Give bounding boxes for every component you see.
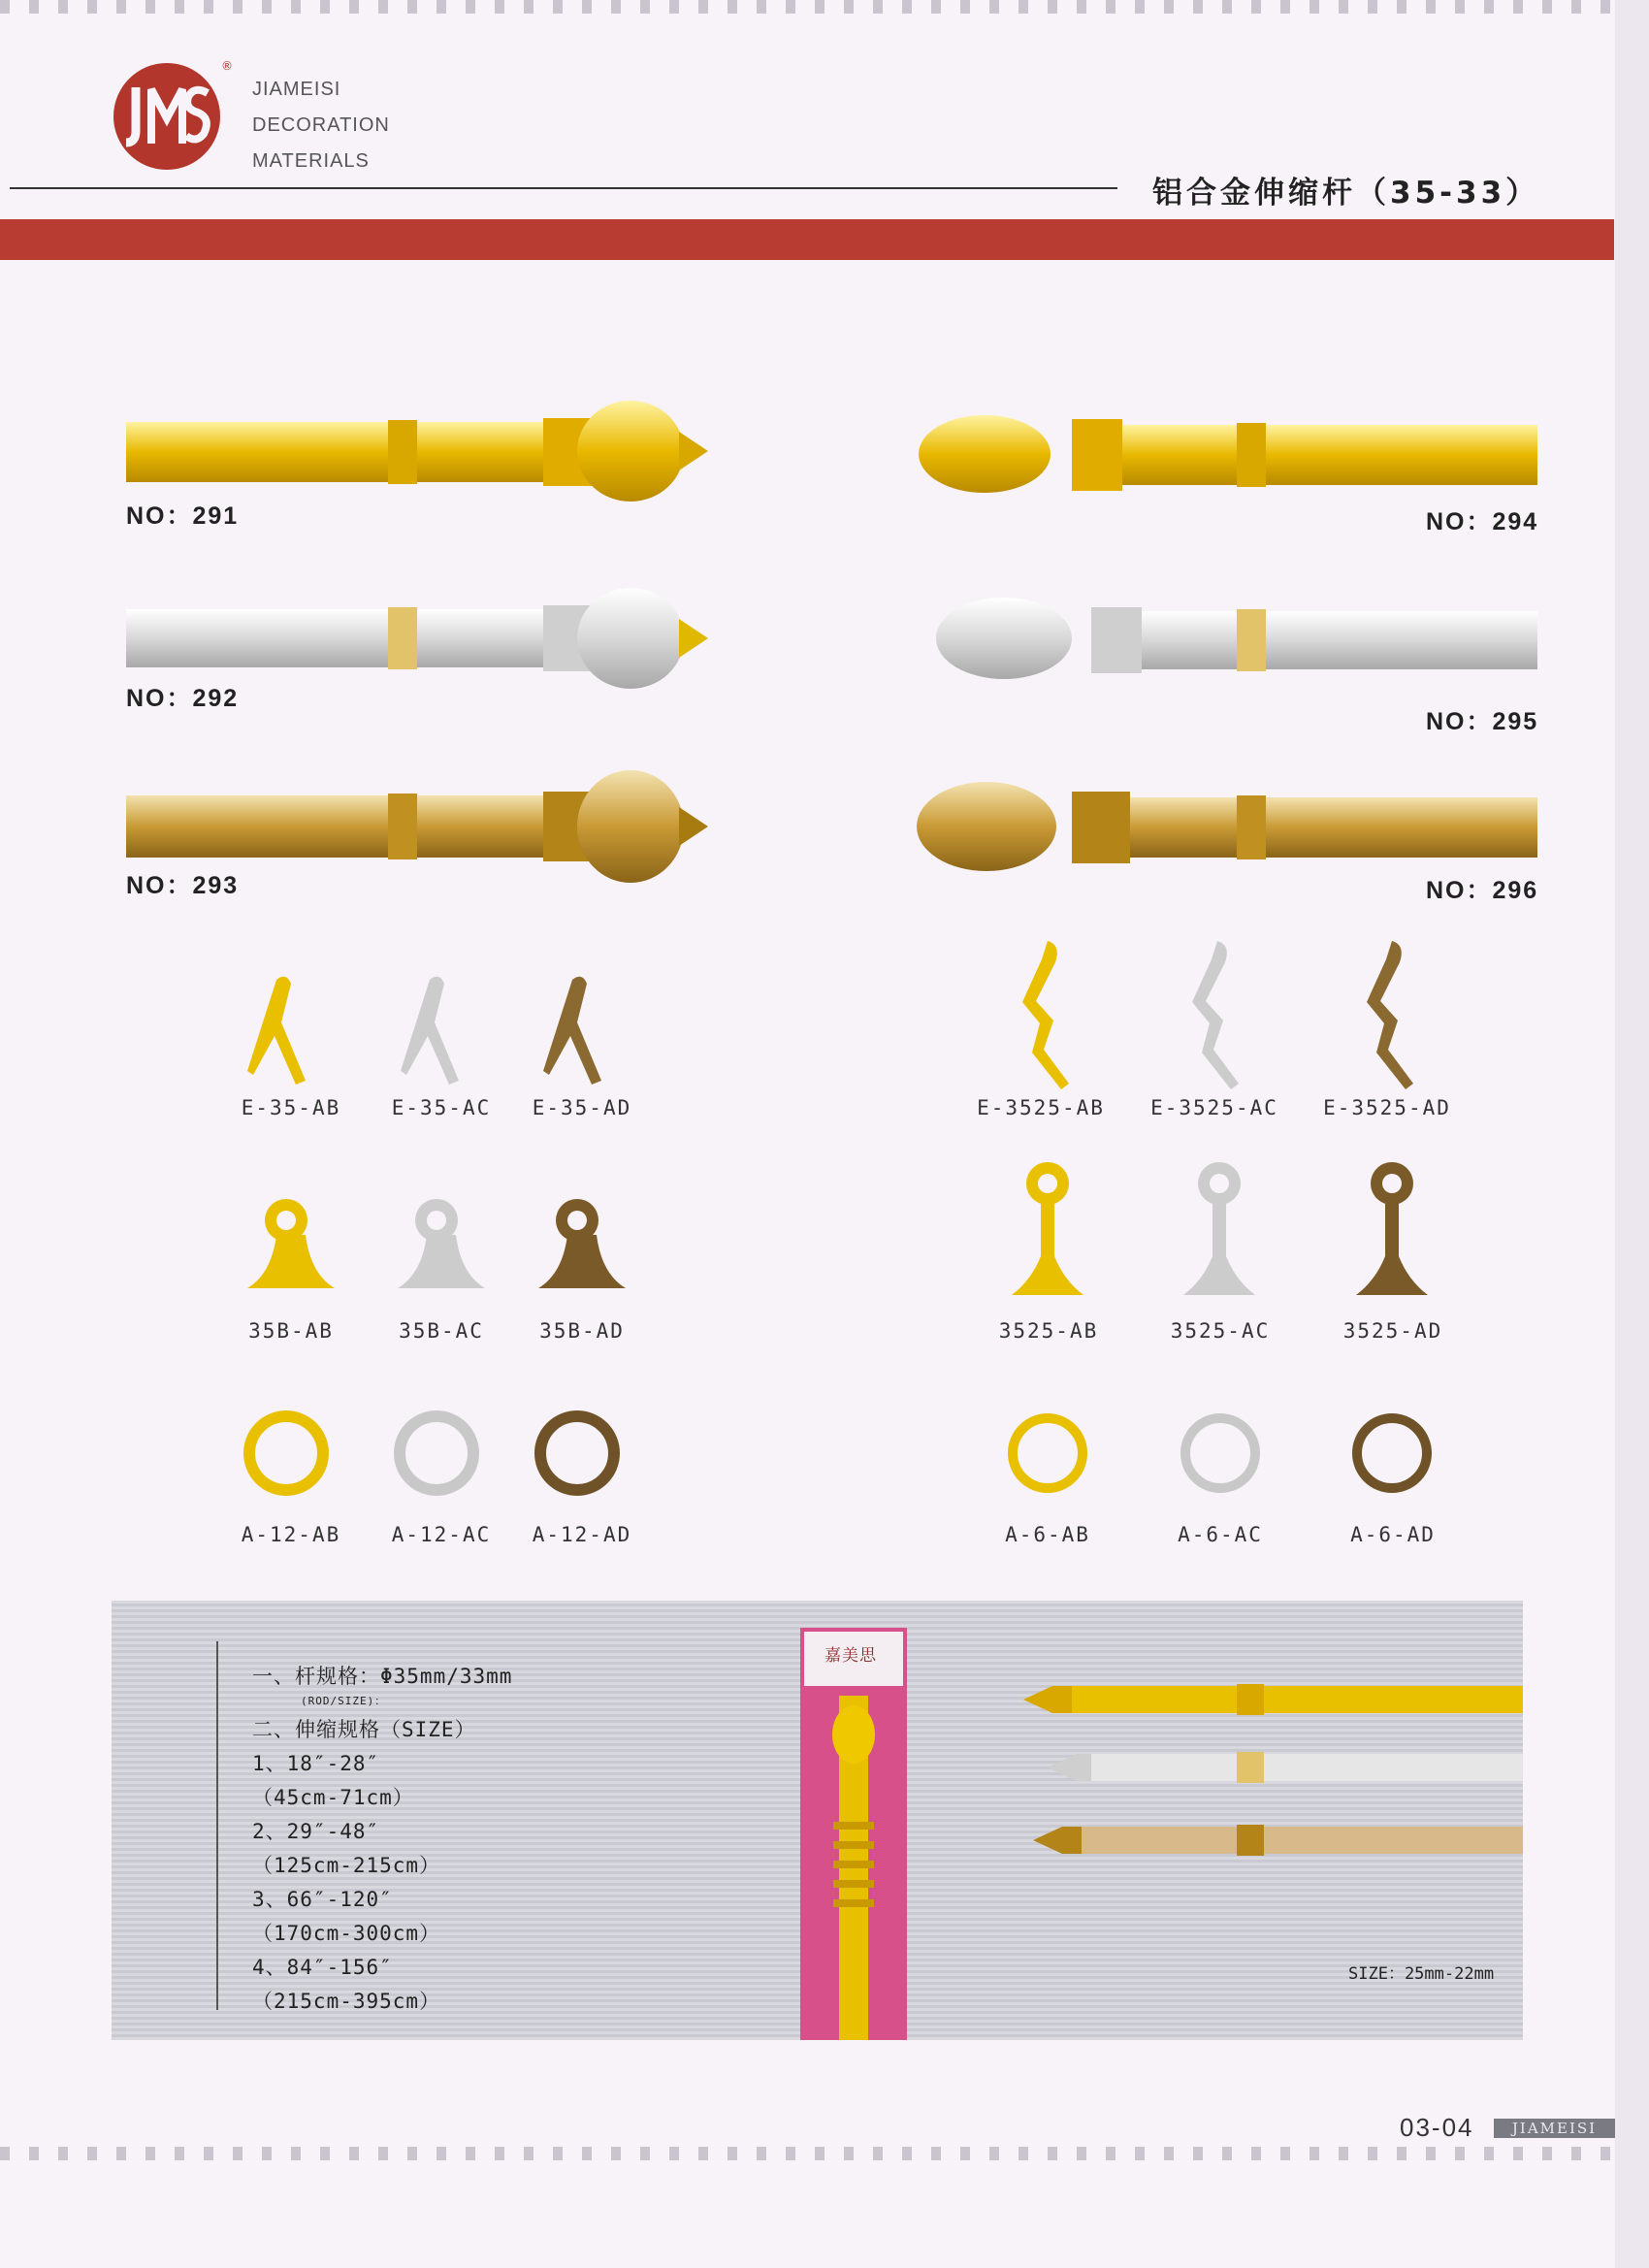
package-brand-label: 嘉美思 <box>824 1646 877 1666</box>
package-image <box>800 1628 907 2040</box>
rod-293-label: NO：293 <box>126 872 240 899</box>
rod-291-image <box>126 383 747 490</box>
top-border-dashes <box>0 0 1615 14</box>
brand-line3: MATERIALS <box>252 150 370 172</box>
ring-a12-ac-image <box>388 1407 495 1504</box>
spec-rod-label: 一、杆规格： <box>252 1665 380 1688</box>
label-a6-ac: A-6-AC <box>1178 1523 1263 1546</box>
spec-item-2-range: 2、29″-48″ <box>252 1820 380 1843</box>
spec-rod-line <box>252 1661 512 1690</box>
rod-291-label: NO：291 <box>126 502 240 530</box>
bracket-e35-ad-image <box>543 970 621 1091</box>
small-rod-gold-image <box>1023 1678 1523 1722</box>
rod-293-image <box>126 757 747 883</box>
label-e3525-ab: E-3525-AB <box>977 1096 1105 1119</box>
ring-a12-ad-image <box>529 1407 635 1504</box>
rod-294-label: NO：294 <box>1426 508 1539 535</box>
label-e3525-ad: E-3525-AD <box>1323 1096 1451 1119</box>
page-title: 铝合金伸缩杆（35-33） <box>1152 176 1540 211</box>
small-rod-silver-image <box>1048 1746 1523 1790</box>
label-a12-ac: A-12-AC <box>391 1523 492 1546</box>
bracket-3525-ab-image <box>1004 1154 1091 1310</box>
label-e35-ab: E-35-AB <box>241 1096 341 1119</box>
rod-292-label: NO：292 <box>126 685 240 712</box>
spec-item-4-cm: （215cm-395cm） <box>252 1990 441 2013</box>
ring-a6-ac-image <box>1172 1407 1278 1504</box>
label-e35-ad: E-35-AD <box>532 1096 632 1119</box>
label-a12-ad: A-12-AD <box>532 1523 632 1546</box>
rod-295-image <box>936 582 1537 679</box>
rod-296-image <box>917 766 1537 873</box>
spec-item-3-range: 3、66″-120″ <box>252 1888 393 1911</box>
label-a6-ad: A-6-AD <box>1350 1523 1436 1546</box>
bracket-e35-ac-image <box>401 970 478 1091</box>
spec-item-1-range: 1、18″-28″ <box>252 1752 380 1775</box>
rod-292-image <box>126 572 747 679</box>
ring-a6-ab-image <box>999 1407 1106 1504</box>
bracket-e35-ab-image <box>247 970 325 1091</box>
label-3525-ab: 3525-AB <box>998 1319 1099 1343</box>
brand-block <box>252 72 390 179</box>
bracket-e3525-ac-image <box>1179 936 1256 1091</box>
label-e3525-ac: E-3525-AC <box>1150 1096 1278 1119</box>
bracket-e3525-ab-image <box>1009 936 1086 1091</box>
label-a6-ab: A-6-AB <box>1005 1523 1090 1546</box>
label-35b-ad: 35B-AD <box>539 1319 625 1343</box>
spec-rod-sub: (ROD/SIZE)： <box>301 1695 387 1707</box>
rod-296-label: NO：296 <box>1426 877 1539 904</box>
bracket-3525-ad-image <box>1348 1154 1436 1310</box>
spec-item-1-cm: （45cm-71cm） <box>252 1786 414 1809</box>
label-3525-ad: 3525-AD <box>1342 1319 1443 1343</box>
rod-295-label: NO：295 <box>1426 708 1539 735</box>
jms-logo <box>109 58 233 173</box>
header-rule <box>10 187 1117 189</box>
spec-size-label: 二、伸缩规格（SIZE） <box>252 1718 476 1741</box>
spec-panel <box>112 1601 1523 2040</box>
footer-brand-tag: JIAMEISI <box>1494 2119 1615 2138</box>
label-e35-ac: E-35-AC <box>391 1096 492 1119</box>
small-rod-size: SIZE：25mm-22mm <box>1348 1964 1495 1984</box>
red-banner <box>0 219 1614 260</box>
page-number: 03-04 <box>1400 2113 1474 2142</box>
bracket-35b-ad-image <box>534 1191 630 1308</box>
label-3525-ac: 3525-AC <box>1170 1319 1271 1343</box>
spec-item-3-cm: （170cm-300cm） <box>252 1922 441 1945</box>
brand-line2: DECORATION <box>252 114 390 136</box>
rod-294-image <box>917 398 1537 495</box>
label-a12-ab: A-12-AB <box>241 1523 341 1546</box>
ring-a12-ab-image <box>238 1407 344 1504</box>
spec-rod-value: Φ35mm/33mm <box>380 1665 513 1688</box>
small-rod-bronze-image <box>1033 1819 1523 1863</box>
registered-mark: ® <box>221 59 233 73</box>
ring-a6-ad-image <box>1343 1407 1450 1504</box>
bracket-3525-ac-image <box>1176 1154 1263 1310</box>
bracket-35b-ab-image <box>242 1191 340 1308</box>
bracket-35b-ac-image <box>393 1191 490 1308</box>
spec-item-4-range: 4、84″-156″ <box>252 1956 393 1979</box>
spec-item-2-cm: （125cm-215cm） <box>252 1854 441 1877</box>
label-35b-ab: 35B-AB <box>248 1319 334 1343</box>
bracket-e3525-ad-image <box>1353 936 1431 1091</box>
spec-divider <box>216 1641 218 2010</box>
brand-name: JIAMEISI <box>252 79 341 100</box>
bottom-border-dashes <box>0 2147 1615 2160</box>
label-35b-ac: 35B-AC <box>399 1319 484 1343</box>
